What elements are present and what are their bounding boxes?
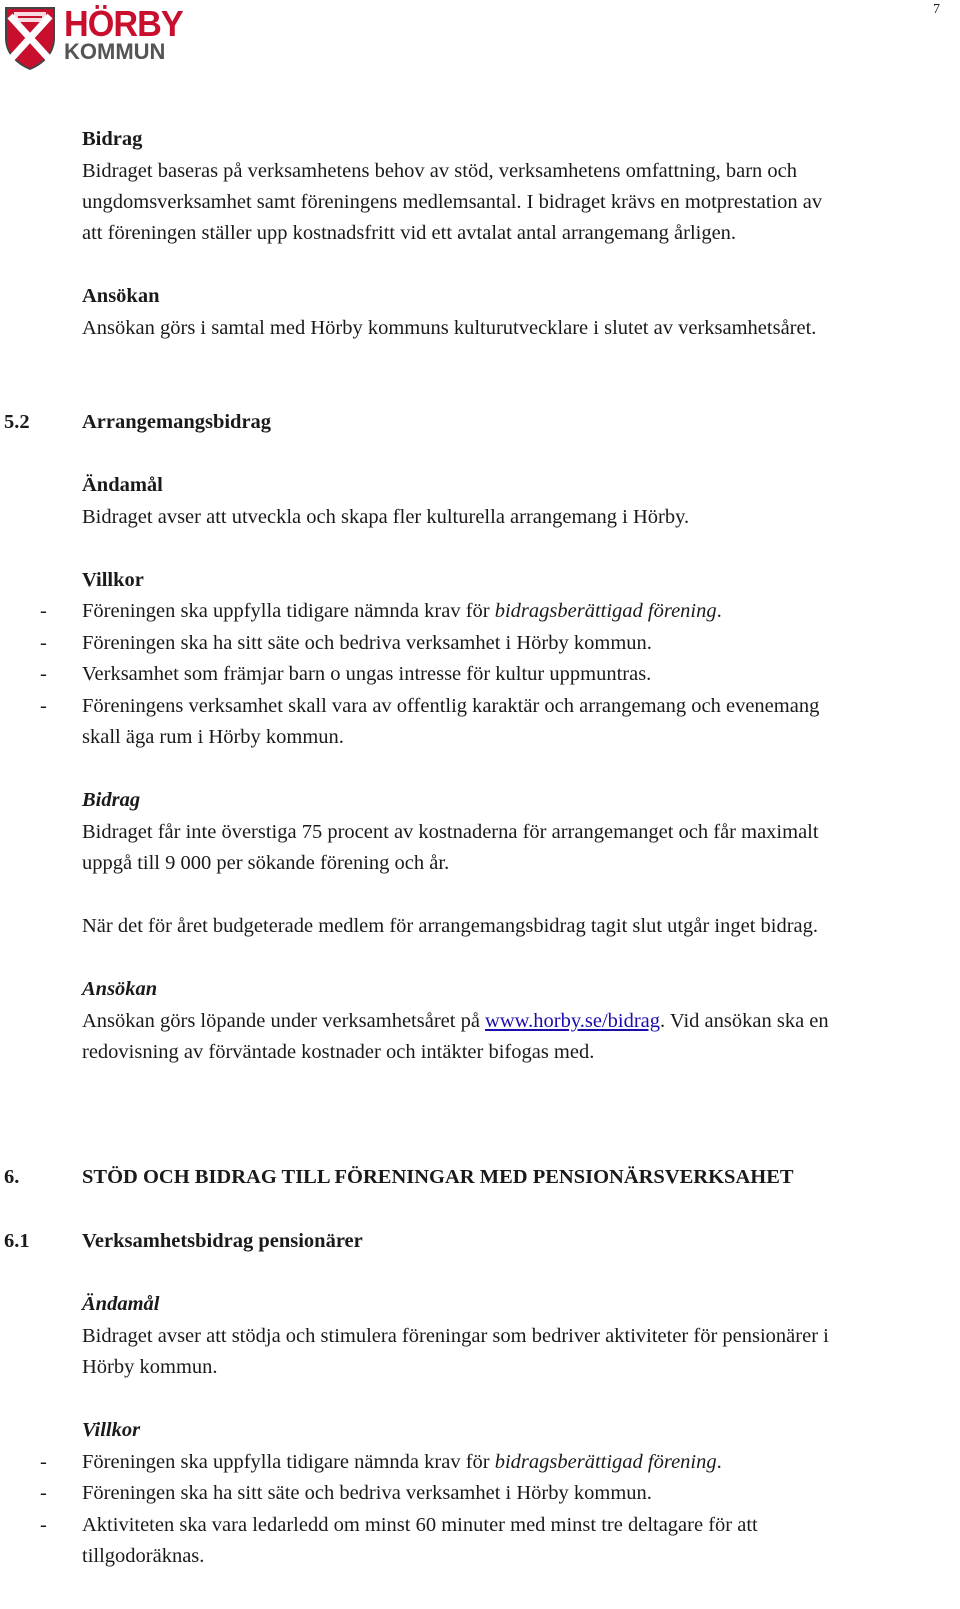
bidrag-link[interactable]: www.horby.se/bidrag — [485, 1010, 661, 1032]
andamal-text-line: Bidraget avser att stödja och stimulera föreningar som bedriver aktiviteter för pensionärer i — [82, 1325, 829, 1347]
bidrag-text-line: att föreningen ställer upp kostnadsfritt vid ett avtalat antal arrangemang årligen. — [82, 222, 737, 244]
bullet-dash: - — [40, 1451, 47, 1473]
bullet-dash: - — [40, 1514, 47, 1536]
villkor-item: Föreningen ska uppfylla tidigare nämnda krav för bidragsberättigad förening. — [82, 600, 722, 622]
villkor-item: Aktiviteten ska vara ledarledd om minst 60 minuter med minst tre deltagare för att — [82, 1514, 758, 1536]
section-title: Arrangemangsbidrag — [82, 411, 272, 433]
bidrag-heading: Bidrag — [82, 789, 141, 811]
logo-name: HÖRBY — [64, 3, 183, 44]
bidrag-text-line: uppgå till 9 000 per sökande förening och år. — [82, 852, 450, 874]
horby-kommun-logo — [4, 3, 183, 74]
villkor-item-continuation: tillgodoräknas. — [82, 1545, 205, 1567]
villkor-heading: Villkor — [82, 1419, 141, 1441]
bullet-dash: - — [40, 632, 47, 654]
coat-of-arms-icon — [4, 4, 56, 70]
bidrag-heading: Bidrag — [82, 128, 143, 150]
andamal-heading: Ändamål — [82, 474, 163, 496]
bidrag-text-line: Bidraget får inte överstiga 75 procent av kostnaderna för arrangemanget och får maximalt — [82, 821, 819, 843]
logo-subtitle: KOMMUN — [64, 39, 166, 64]
villkor-item: Föreningen ska uppfylla tidigare nämnda krav för bidragsberättigad förening. — [82, 1451, 722, 1473]
section-title: Verksamhetsbidrag pensionärer — [82, 1230, 363, 1252]
ansokan-text: Ansökan görs i samtal med Hörby kommuns kulturutvecklare i slutet av verksamhetsåret. — [82, 317, 817, 339]
section-number: 6. — [4, 1166, 20, 1188]
bullet-dash: - — [40, 663, 47, 685]
ansokan-text: Ansökan görs löpande under verksamhetsåret på www.horby.se/bidrag. Vid ansökan ska en — [82, 1010, 829, 1032]
andamal-text: Bidraget avser att utveckla och skapa fler kulturella arrangemang i Hörby. — [82, 506, 690, 528]
budget-text: När det för året budgeterade medlem för arrangemangsbidrag tagit slut utgår inget bidrag. — [82, 915, 819, 937]
ansokan-heading: Ansökan — [82, 978, 158, 1000]
andamal-heading: Ändamål — [82, 1293, 160, 1315]
villkor-item: Verksamhet som främjar barn o ungas intresse för kultur uppmuntras. — [82, 663, 652, 685]
bullet-dash: - — [40, 1482, 47, 1504]
villkor-heading: Villkor — [82, 569, 144, 591]
andamal-text-line: Hörby kommun. — [82, 1356, 218, 1378]
bidrag-text-line: Bidraget baseras på verksamhetens behov av stöd, verksamhetens omfattning, barn och — [82, 160, 798, 182]
bullet-dash: - — [40, 600, 47, 622]
section-number: 5.2 — [4, 411, 30, 433]
section-title: STÖD OCH BIDRAG TILL FÖRENINGAR MED PENSIONÄRSVERKSAHET — [82, 1166, 794, 1188]
villkor-item: Föreningen ska ha sitt säte och bedriva verksamhet i Hörby kommun. — [82, 632, 652, 654]
section-number: 6.1 — [4, 1230, 30, 1252]
bidrag-text-line: ungdomsverksamhet samt föreningens medlemsantal. I bidraget krävs en motprestation av — [82, 191, 823, 213]
villkor-item: Föreningen ska ha sitt säte och bedriva verksamhet i Hörby kommun. — [82, 1482, 652, 1504]
villkor-item-continuation: skall äga rum i Hörby kommun. — [82, 726, 344, 748]
ansokan-heading: Ansökan — [82, 285, 160, 307]
page-number: 7 — [933, 2, 940, 17]
bullet-dash: - — [40, 695, 47, 717]
ansokan-text-line2: redovisning av förväntade kostnader och intäkter bifogas med. — [82, 1041, 595, 1063]
villkor-item: Föreningens verksamhet skall vara av offentlig karaktär och arrangemang och evenemang — [82, 695, 820, 717]
